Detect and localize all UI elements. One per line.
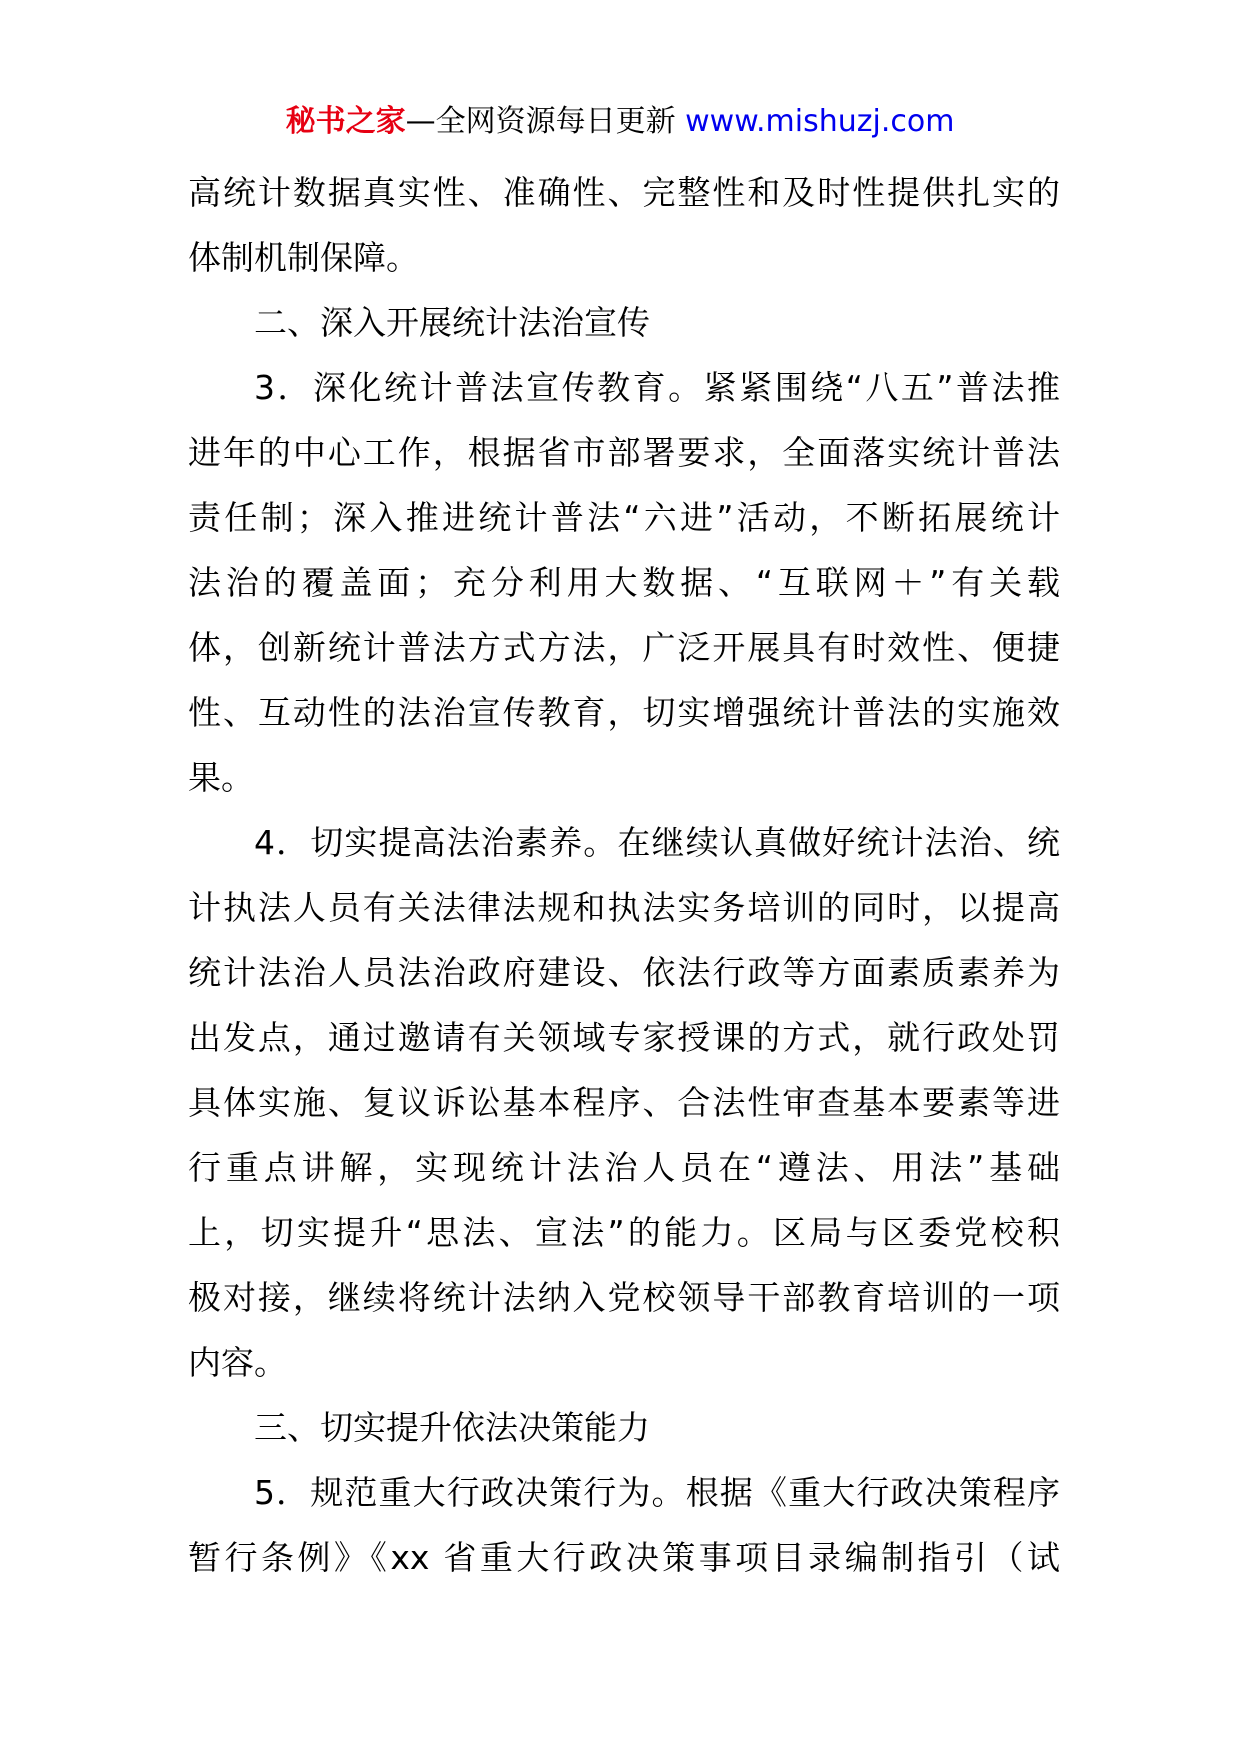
text-line: 二、深入开展统计法治宣传 <box>254 303 650 342</box>
text-line: 内容。 <box>188 1343 287 1382</box>
site-brand: 秘书之家 <box>285 104 406 139</box>
text-line: 性、互动性的法治宣传教育，切实增强统计普法的实施效 <box>188 693 1060 732</box>
text-line: 4．切实提高法治素养。在继续认真做好统计法治、统 <box>254 823 1060 862</box>
text-line: 体制机制保障。 <box>188 238 419 277</box>
text-line: 行重点讲解，实现统计法治人员在“遵法、用法”基础 <box>188 1148 1060 1187</box>
text-line: 统计法治人员法治政府建设、依法行政等方面素质素养为 <box>188 953 1060 992</box>
text-line: 具体实施、复议诉讼基本程序、合法性审查基本要素等进 <box>188 1083 1060 1122</box>
site-slogan: —全网资源每日更新 <box>405 104 676 139</box>
page-header <box>0 102 1240 142</box>
text-line: 暂行条例》《xx 省重大行政决策事项目录编制指引（试 <box>188 1538 1060 1577</box>
text-line: 进年的中心工作，根据省市部署要求，全面落实统计普法 <box>188 433 1060 472</box>
text-line: 法治的覆盖面；充分利用大数据、“互联网＋”有关载 <box>188 563 1060 602</box>
text-line: 三、切实提升依法决策能力 <box>254 1408 650 1447</box>
text-line: 3．深化统计普法宣传教育。紧紧围绕“八五”普法推 <box>254 368 1060 407</box>
text-line: 5．规范重大行政决策行为。根据《重大行政决策程序 <box>254 1473 1060 1512</box>
text-line: 责任制；深入推进统计普法“六进”活动，不断拓展统计 <box>188 498 1060 537</box>
text-line: 计执法人员有关法律法规和执法实务培训的同时，以提高 <box>188 888 1060 927</box>
site-url-link[interactable]: www.mishuzj.com <box>685 104 955 139</box>
text-line: 果。 <box>188 758 254 797</box>
text-line: 极对接，继续将统计法纳入党校领导干部教育培训的一项 <box>188 1278 1060 1317</box>
text-line: 出发点，通过邀请有关领域专家授课的方式，就行政处罚 <box>188 1018 1060 1057</box>
text-line: 高统计数据真实性、准确性、完整性和及时性提供扎实的 <box>188 173 1060 212</box>
text-line: 体，创新统计普法方式方法，广泛开展具有时效性、便捷 <box>188 628 1060 667</box>
text-line: 上，切实提升“思法、宣法”的能力。区局与区委党校积 <box>188 1213 1060 1252</box>
document-body <box>188 160 1060 1590</box>
